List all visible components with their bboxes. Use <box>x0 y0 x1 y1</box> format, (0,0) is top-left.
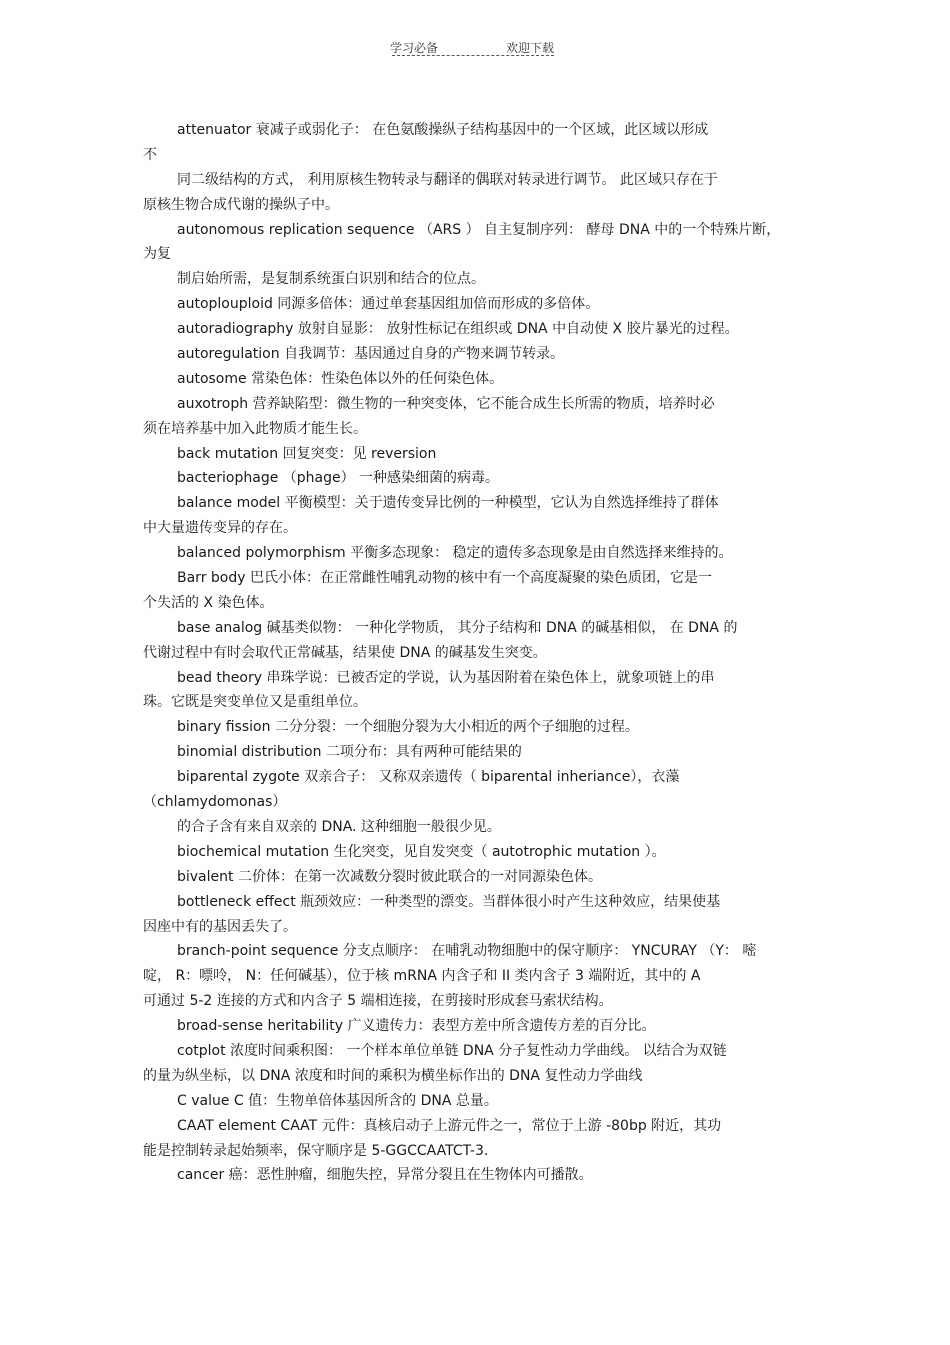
glossary-line: autonomous replication sequence （ARS ） 自主复制序列： 酵母 DNA 中的一个特殊片断， <box>177 221 781 238</box>
glossary-line: bivalent 二价体：在第一次减数分裂时彼此联合的一对同源染色体。 <box>177 868 602 885</box>
glossary-line: binomial distribution 二项分布：具有两种可能结果的 <box>177 744 522 761</box>
glossary-line: biochemical mutation 生化突变，见自发突变（ autotrophic mutation ）。 <box>177 843 666 860</box>
header-right-text: 欢迎下载 <box>506 41 555 55</box>
glossary-line: 不 <box>143 146 157 163</box>
glossary-line: autosome 常染色体：性染色体以外的任何染色体。 <box>177 370 504 387</box>
glossary-line: attenuator 衰减子或弱化子： 在色氨酸操纵子结构基因中的一个区域，此区域以形成 <box>177 122 709 138</box>
glossary-line: broad-sense heritability 广义遗传力：表型方差中所含遗传方差的百分比。 <box>177 1018 656 1035</box>
glossary-line: Barr body 巴氏小体：在正常雌性哺乳动物的核中有一个高度凝聚的染色质团，它是一 <box>177 570 712 587</box>
glossary-line: 可通过 5-2 连接的方式和内含子 5 端相连接，在剪接时形成套马索状结构。 <box>143 993 613 1010</box>
glossary-line: bead theory 串珠学说：已被否定的学说，认为基因附着在染色体上，就象项链上的串 <box>177 669 715 686</box>
glossary-line: 制启始所需，是复制系统蛋白识别和结合的位点。 <box>177 271 485 288</box>
glossary-line: autoplouploid 同源多倍体：通过单套基因组加倍而形成的多倍体。 <box>177 296 600 313</box>
glossary-line: 珠。它既是突变单位又是重组单位。 <box>143 694 367 711</box>
glossary-line: 代谢过程中有时会取代正常碱基，结果使 DNA 的碱基发生突变。 <box>143 644 547 661</box>
glossary-line: binary fission 二分分裂：一个细胞分裂为大小相近的两个子细胞的过程。 <box>177 719 639 736</box>
glossary-line: 原核生物合成代谢的操纵子中。 <box>143 196 339 213</box>
glossary-line: autoradiography 放射自显影： 放射性标记在组织或 DNA 中自动使 X 胶片暴光的过程。 <box>177 321 739 338</box>
glossary-line: 的合子含有来自双亲的 DNA. 这种细胞一般很少见。 <box>177 818 501 835</box>
glossary-line: 为复 <box>143 246 171 263</box>
glossary-line: （chlamydomonas） <box>143 794 287 811</box>
glossary-line: 个失活的 X 染色体。 <box>143 594 274 611</box>
glossary-line: cotplot 浓度时间乘积图： 一个样本单位单链 DNA 分子复性动力学曲线。 以结合为双链 <box>177 1042 727 1059</box>
glossary-line: bacteriophage （phage） 一种感染细菌的病毒。 <box>177 470 500 487</box>
glossary-line: branch-point sequence 分支点顺序： 在哺乳动物细胞中的保守顺序： YNCURAY （Y： 嘧 <box>177 943 757 960</box>
glossary-line: balanced polymorphism 平衡多态现象： 稳定的遗传多态现象是由自然选择来维持的。 <box>177 545 733 562</box>
glossary-line: 同二级结构的方式， 利用原核生物转录与翻译的偶联对转录进行调节。 此区域只存在于 <box>177 171 718 188</box>
header-divider <box>392 55 554 56</box>
glossary-line: 须在培养基中加入此物质才能生长。 <box>143 420 367 437</box>
glossary-line: 啶， R：嘌呤， N：任何碱基），位于核 mRNA 内含子和 II 类内含子 3 端附近，其中的 A <box>143 968 701 985</box>
page-header <box>390 39 560 59</box>
glossary-line: biparental zygote 双亲合子： 又称双亲遗传（ biparental inheriance），衣藻 <box>177 769 680 786</box>
glossary-line: 能是控制转录起始频率，保守顺序是 5-GGCCAATCT-3. <box>143 1142 489 1159</box>
glossary-line: 中大量遗传变异的存在。 <box>143 520 297 537</box>
glossary-line: cancer 癌：恶性肿瘤，细胞失控，异常分裂且在生物体内可播散。 <box>177 1167 593 1184</box>
glossary-line: back mutation 回复突变：见 reversion <box>177 445 437 462</box>
glossary-line: C value C 值：生物单倍体基因所含的 DNA 总量。 <box>177 1092 498 1109</box>
glossary-line: 的量为纵坐标，以 DNA 浓度和时间的乘积为横坐标作出的 DNA 复性动力学曲线 <box>143 1067 643 1084</box>
glossary-line: CAAT element CAAT 元件：真核启动子上游元件之一，常位于上游 -80bp 附近，其功 <box>177 1117 722 1134</box>
glossary-body <box>0 118 950 1188</box>
glossary-line: base analog 碱基类似物： 一种化学物质， 其分子结构和 DNA 的碱基相似， 在 DNA 的 <box>177 619 738 636</box>
glossary-line: autoregulation 自我调节：基因通过自身的产物来调节转录。 <box>177 346 565 363</box>
header-left-text: 学习必备 <box>390 41 439 55</box>
glossary-line: bottleneck effect 瓶颈效应：一种类型的漂变。当群体很小时产生这种效应，结果使基 <box>177 893 721 910</box>
glossary-line: balance model 平衡模型：关于遗传变异比例的一种模型，它认为自然选择维持了群体 <box>177 495 719 512</box>
glossary-line: 因座中有的基因丢失了。 <box>143 918 297 935</box>
glossary-line: auxotroph 营养缺陷型：微生物的一种突变体，它不能合成生长所需的物质，培养时必 <box>177 395 715 412</box>
